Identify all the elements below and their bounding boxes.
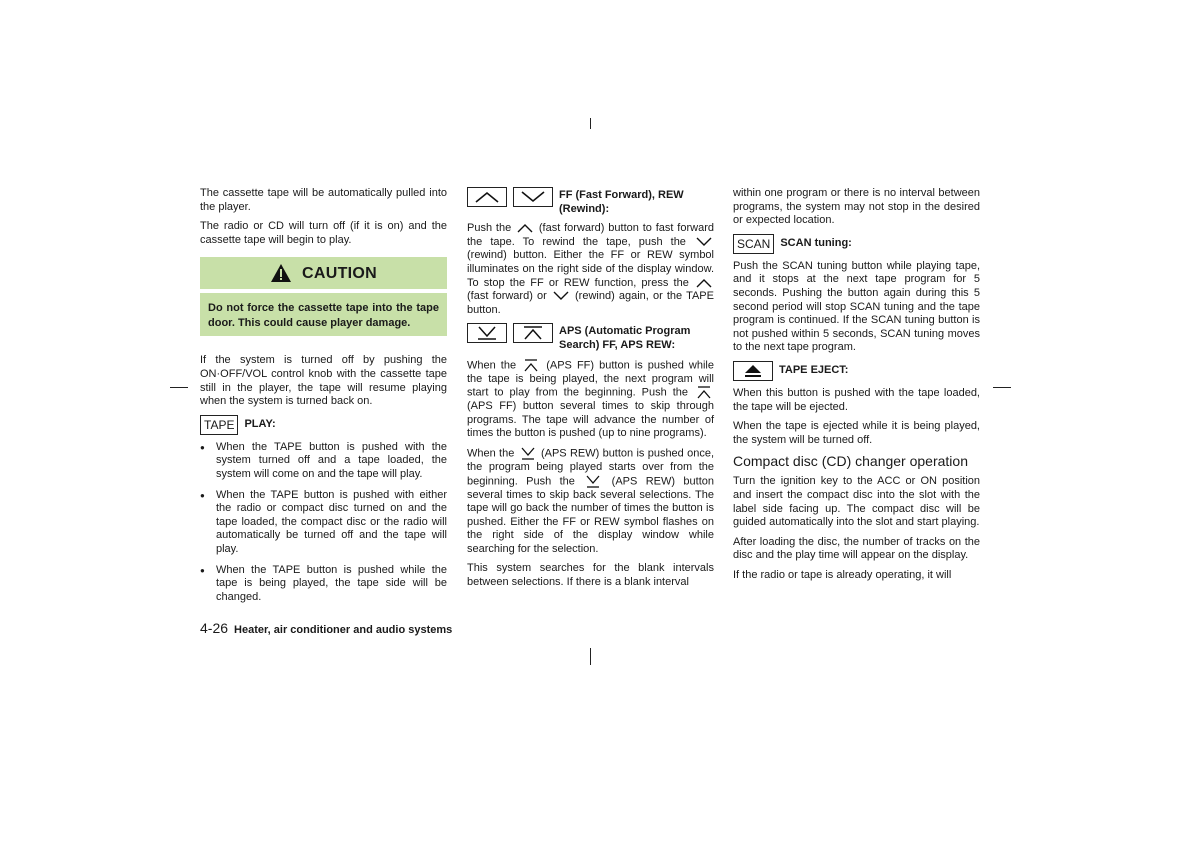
text-run: Push the xyxy=(467,222,512,235)
section-heading: APS (Automatic Program Search) FF, APS REW: xyxy=(559,325,691,351)
crop-mark-right xyxy=(993,387,1011,388)
section-heading: SCAN tuning: xyxy=(780,236,852,249)
warning-icon xyxy=(270,263,292,283)
paragraph: After loading the disc, the number of tracks on the disc and the play time will appear on the display. xyxy=(733,535,980,562)
text-run: (APS FF) button several times to skip through programs. The tape will advance the number of times the button is pushed (up to nine programs). xyxy=(467,400,714,440)
text-run: (rewind) button. Either the FF or REW symbol illuminates on the right side of the display window. To stop the FF or REW function, press the xyxy=(467,249,714,289)
crop-mark-top xyxy=(590,118,591,129)
section-heading: FF (Fast Forward), REW (Rewind): xyxy=(559,189,684,215)
paragraph: This system searches for the blank intervals between selections. If there is a blank interval xyxy=(467,562,714,589)
text-run: When the xyxy=(467,358,517,371)
list-item: ● When the TAPE button is pushed with the system turned off and a tape loaded, the system will come on and the tape will play. xyxy=(200,441,447,482)
text-run: (APS REW) button is pushed once, the program being played starts over from the beginning. Push the xyxy=(467,447,715,487)
caution-text: Do not force the cassette tape into the tape door. This could cause player damage. xyxy=(208,302,439,329)
section-heading: TAPE EJECT: xyxy=(779,364,849,377)
list-item: ● When the TAPE button is pushed with either the radio or compact disc turned on and the tape loaded, the compact disc or the radio will automatically be turned off and the tape will play. xyxy=(200,489,447,557)
aps-ff-icon xyxy=(694,386,714,399)
paragraph xyxy=(467,447,714,557)
fast-forward-button-icon xyxy=(467,187,507,207)
aps-ff-button-icon xyxy=(513,323,553,343)
paragraph: The radio or CD will turn off (if it is on) and the cassette tape will begin to play. xyxy=(200,220,447,246)
page-footer xyxy=(200,620,452,636)
ff-rew-heading xyxy=(467,187,714,216)
chevron-down-icon xyxy=(694,237,714,247)
footer-title: Heater, air conditioner and audio systems xyxy=(234,624,453,636)
column-1 xyxy=(200,187,447,611)
section-title-cd: Compact disc (CD) changer operation xyxy=(733,453,968,470)
caution-header xyxy=(200,257,447,289)
aps-ff-icon xyxy=(521,359,541,372)
page-number: 4-26 xyxy=(200,620,229,636)
text-run: When the xyxy=(467,447,515,460)
bullet-list xyxy=(200,441,447,605)
aps-heading xyxy=(467,323,714,352)
paragraph: If the system is turned off by pushing the ON·OFF/VOL control knob with the cassette tape still in the player, the tape will resume playing when the system is turned back on. xyxy=(200,354,447,408)
eject-heading xyxy=(733,361,980,381)
aps-rew-icon xyxy=(518,447,538,460)
tape-play-heading xyxy=(200,415,447,435)
scan-button-icon: SCAN xyxy=(733,234,774,254)
text-run: (APS REW) button several times to skip back several selections. The tape will go back the number of times the button is pushed. Either the FF or REW symbol flashes on the right side of the display window while searching for the selection. xyxy=(467,474,715,555)
scan-heading xyxy=(733,234,980,254)
tape-button-icon: TAPE xyxy=(200,415,238,435)
paragraph: When this button is pushed with the tape loaded, the tape will be ejected. xyxy=(733,386,980,413)
paragraph: Turn the ignition key to the ACC or ON position and insert the compact disc into the slot with the label side facing up. The compact disc will be guided automatically into the slot and start playing. xyxy=(733,475,980,529)
paragraph: within one program or there is no interval between programs, the system may not stop in the desired or expected location. xyxy=(733,187,980,227)
column-2 xyxy=(467,187,714,596)
paragraph: The cassette tape will be automatically pulled into the player. xyxy=(200,187,447,213)
rewind-button-icon xyxy=(513,187,553,207)
paragraph: Push the SCAN tuning button while playing tape, and it stops at the next tape program for 5 seconds. Pushing the button again during this 5 second period will stop SCAN tuning and the tape program is continued. If the SCAN tuning button is not pushed within 5 seconds, SCAN tuning moves to the next tape program. xyxy=(733,259,980,354)
chevron-up-icon xyxy=(694,278,714,288)
column-3 xyxy=(733,187,980,588)
chevron-down-icon xyxy=(551,291,571,301)
paragraph xyxy=(467,359,714,441)
aps-rew-button-icon xyxy=(467,323,507,343)
text-run: (APS FF) button is pushed while the tape is being played, the next program will start to play from the beginning. Push the xyxy=(467,358,714,399)
chevron-up-icon xyxy=(515,223,535,233)
aps-rew-icon xyxy=(583,475,603,488)
caution-box xyxy=(200,293,447,336)
text-run: (fast forward) or xyxy=(467,290,547,303)
paragraph: When the tape is ejected while it is being played, the system will be turned off. xyxy=(733,420,980,446)
paragraph xyxy=(467,222,714,317)
text-run: (fast forward) button to fast forward the tape. To rewind the tape, push the xyxy=(467,222,714,248)
eject-button-icon xyxy=(733,361,773,381)
paragraph: If the radio or tape is already operating, it will xyxy=(733,568,952,581)
text-run: (rewind) again, or the TAPE button. xyxy=(467,290,714,316)
list-item: ● When the TAPE button is pushed while the tape is being played, the tape side will be changed. xyxy=(200,564,447,605)
crop-mark-bottom xyxy=(590,648,591,665)
section-heading: PLAY: xyxy=(244,417,276,430)
caution-title: CAUTION xyxy=(302,264,377,282)
crop-mark-left xyxy=(170,387,188,388)
